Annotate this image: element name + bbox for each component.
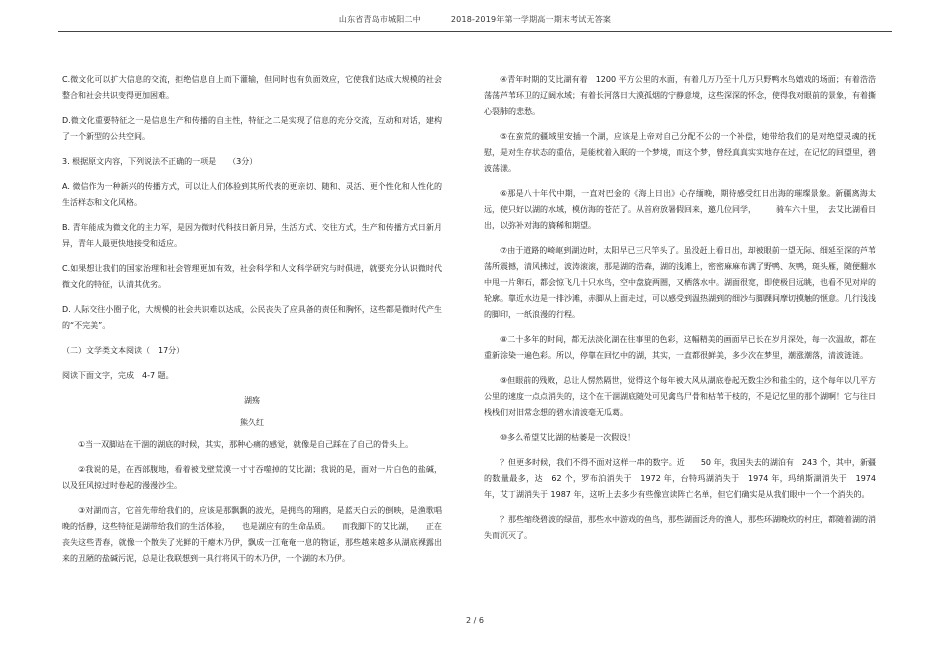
instruction: 阅读下面文字，完成 4-7 题。 (62, 371, 174, 380)
header-school: 山东省青岛市城阳二中 (338, 15, 421, 24)
section-heading: （二）文学类文本阅读（ 17分） (62, 346, 185, 355)
page-header (0, 14, 950, 25)
header-exam: 2018-2019年第一学期高一期末考试无答案 (450, 15, 612, 24)
option-c-1: C.微文化可以扩大信息的交流，拒绝信息自上而下灌输，但同时也有负面效应，它使我们达成大规模的社会整合和社会共识变得更加困难。 (62, 75, 442, 100)
article-title: 湖殇 (244, 396, 260, 405)
option-c-2: C.如果想让我们的国家治理和社会管理更加有效，社会科学和人文科学研究与时俱进，就要充分认识微时代微文化的特征，认清其优劣。 (62, 264, 442, 289)
header-rule (58, 31, 892, 32)
para-10: ⑩多么希望艾比湖的枯萎是一次假设！ (500, 433, 636, 442)
left-column (62, 72, 442, 576)
option-a-2: A. 微信作为一种新兴的传播方式，可以让人们体验到其所代表的更亲切、随和、灵活、更个性化和人性化的生活样态和文化风格。 (62, 182, 442, 207)
article-author: 熊久红 (240, 418, 264, 427)
para-3: ③对湖而言，它首先带给我们的，应该是那飘飘的波光，是拥鸟的翔鸥，是蓝天白云的倒映，是渔歌唱晚的恬静，这些特征是湖带给我们的生活体验， 也是湖应有的生命品质。 而我脚下的艾比湖， 正在丧失这些青春，就像一个散失了光鲜的干瘪木乃伊，飘成一江奄奄一息的物证，那些越来越多从湖底裸露出来的丑陋的盐碱污泥，总是让我联想到一具行将风干的木乃伊，一个湖的木乃伊。 (62, 506, 442, 563)
right-column (484, 72, 876, 553)
para-12: ？那些缩绕碧波的绿苗，那些水中游戏的鱼鸟，那些湖面泛舟的渔人，那些环湖晚炊的村庄，都随着湖的消失而沉灭了。 (484, 515, 876, 540)
para-7: ⑦由于道路的崎岖到湖边时，太阳早已三尺竿头了。虽没赶上看日出，却被眼前一望无际、细延至深的芦苇荡所震撼，清风拂过，波涛滚滚，那是湖的浩森，湖的浅滩上，密密麻麻布满了野鸭、灰鸭，斑头雁，随便翻水中甩一片卵石，都会惊飞几十只水鸟，空中盘旋两圈，又栖落水中。湖面很宽，即使极目远眺，也看不见对岸的轮廓。靠近水边是一排沙滩，赤脚从上面走过，可以感受到温热湖到的细沙与脚踝间摩切摸触的惬意。几行浅浅的脚印，一纸浪漫的行程。 (484, 246, 876, 319)
para-11: ？但更多时候，我们不得不面对这样一串的数字。近 50 年，我国失去的湖泊有 243 个，其中，新疆的数量最多，达 62 个，罗布泊消失于 1972 年，台特玛湖消失于 1974 年，玛纳斯湖消失于 1974 年，艾丁湖消失于 1987 年，这听上去多少有些像宣读阵亡名单，但它们确实是从我们眼中一个一个消失的。 (484, 458, 876, 499)
para-9: ⑨但眼前的残败，总让人愣然隔世，觉得这个每年被大风从湖底卷起无数尘沙和盐尘的，这个每年以几平方公里的速度一点点消失的，这个在干涸湖底随处可见禽鸟尸骨和枯苇干枝的，不是记忆里的那个湖啊！它与往日栈栈们对旧常念想的碧水清波毫无瓜葛。 (484, 376, 876, 417)
para-4: ④青年时期的艾比湖有着 1200 平方公里的水面，有着几万乃至十几万只野鸭水鸟嬉戏的场面；有着浩浩荡荡芦苇环卫的辽阔水域；有着长河落日大漠孤烟的宁静意境，这些深深的怀念，使得我对眼前的景象，有着撕心裂肺的悲愁。 (484, 75, 876, 116)
para-8: ⑧二十多年的时间，都无法淡化湖在往事里的色彩，这幅精美的画面早已长在岁月深处，每一次温故，都在重新涂染一遍色彩。所以，停靠在回忆中的湖，其实，一直都很鲜美，多少次在梦里，潮涨潮落，清波涟涟。 (484, 335, 876, 360)
page-number: 2 / 6 (466, 616, 484, 625)
para-2: ②我说的是，在西部腹地，看着被戈壁荒漠一寸寸吞噬掉的艾比湖；我说的是，面对一片白色的盐碱，以及狂风掠过时卷起的漫漫沙尘。 (62, 465, 442, 490)
option-d-1: D.微文化重要特征之一是信息生产和传播的自主性，特征之二是实现了信息的充分交流，互动和对话，建构了一个新型的公共空间。 (62, 116, 442, 141)
para-1: ①当一双脚站在干涸的湖底的时候，其实，那种心痛的感觉，就像是自己踩在了自己的骨头上。 (78, 440, 414, 449)
option-b-2: B. 青年能成为微文化的主力军，是因为微时代科技日新月异，生活方式、交往方式，生产和传播方式日新月异，青年人最更快地接受和适应。 (62, 223, 442, 248)
question-3: 3. 根据原文内容，下列说法不正确的一项是 （3分） (62, 157, 258, 166)
para-5: ⑤在蛮荒的疆域里安插一个湖，应该是上帝对自己分配不公的一个补偿，她带给我们的是对绝望灵魂的抚慰，是对生存状态的重估，是能枕着入眠的一个梦境，而这个梦，曾经真真实实地存在过，在记忆的回望里，碧波荡漾。 (484, 132, 876, 173)
option-d-2: D. 人际交往小圈子化，大规模的社会共识难以达成，公民丧失了应具备的责任和胸怀，这些都是微时代产生的“不完美”。 (62, 305, 442, 330)
para-6: ⑥那是八十年代中期，一直对巴金的《海上日出》心存缅晚，期待感受红日出海的璀璨景象。新疆离海太远，使只好以湖的水域，模仿海的苍茫了。从首府放暑假回来，邀几位同学， 骑车六十里， 去艾比湖看日出，以弥补对海的旖稀和期望。 (484, 189, 876, 230)
